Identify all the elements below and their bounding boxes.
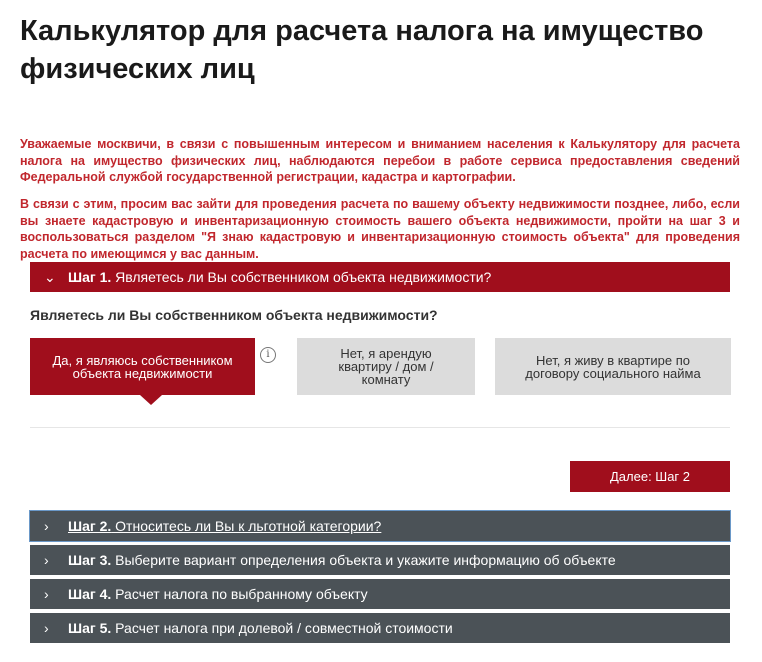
step-2-title: Относитесь ли Вы к льготной категории? [111, 518, 382, 534]
owner-no-rent-option[interactable] [297, 338, 475, 395]
chevron-right-icon: › [44, 586, 49, 602]
step-5-header[interactable] [30, 613, 730, 643]
owner-yes-option[interactable] [30, 338, 255, 395]
chevron-right-icon: › [44, 620, 49, 636]
step-1-header[interactable] [30, 262, 730, 292]
step-5-title: Расчет налога при долевой / совместной стоимости [111, 620, 453, 636]
next-step-button[interactable]: Далее: Шаг 2 [570, 461, 730, 492]
divider [30, 427, 730, 428]
chevron-right-icon: › [44, 518, 49, 534]
step-1-question: Являетесь ли Вы собственником объекта недвижимости? [30, 307, 438, 323]
chevron-right-icon: › [44, 552, 49, 568]
step-4-number: Шаг 4. [68, 586, 112, 602]
step-4-title: Расчет налога по выбранному объекту [111, 586, 368, 602]
page-title: Калькулятор для расчета налога на имущество физических лиц [20, 15, 704, 85]
step-3-header[interactable] [30, 545, 730, 575]
step-3-title: Выберите вариант определения объекта и укажите информацию об объекте [111, 552, 616, 568]
step-2-header[interactable] [30, 511, 730, 541]
owner-yes-label: Да, я являюсь собственником объекта недвижимости [52, 352, 233, 381]
chevron-down-icon: ⌄ [44, 269, 56, 285]
notice-paragraph-2: В связи с этим, просим вас зайти для проведения расчета по вашему объекту недвижимости позднее, либо, если вы знаете кадастровую и инвентаризационную стоимость вашего объекта недвижимости, пройти на шаг 3 и воспользоваться разделом "Я знаю кадастровую и инвентаризационную стоимость объекта" для проведения расчета по имеющимся у вас данным. [20, 197, 740, 261]
step-5-number: Шаг 5. [68, 620, 112, 636]
owner-no-social-option[interactable] [495, 338, 731, 395]
step-2-number: Шаг 2. [68, 518, 112, 534]
step-1-number: Шаг 1. [68, 269, 112, 285]
info-icon[interactable]: i [260, 347, 276, 363]
step-4-header[interactable] [30, 579, 730, 609]
owner-no-rent-label: Нет, я арендую квартиру / дом / комнату [338, 346, 434, 387]
notice-paragraph-1: Уважаемые москвичи, в связи с повышенным интересом и вниманием населения к Калькулятору для расчета налога на имущество физических лиц, наблюдаются перебои в работе сервиса предоставления сведений Федеральной службой государственной регистрации, кадастра и картографии. [20, 137, 740, 184]
step-3-number: Шаг 3. [68, 552, 112, 568]
owner-no-social-label: Нет, я живу в квартире по договору социального найма [525, 352, 701, 381]
step-1-title: Являетесь ли Вы собственником объекта недвижимости? [111, 269, 492, 285]
